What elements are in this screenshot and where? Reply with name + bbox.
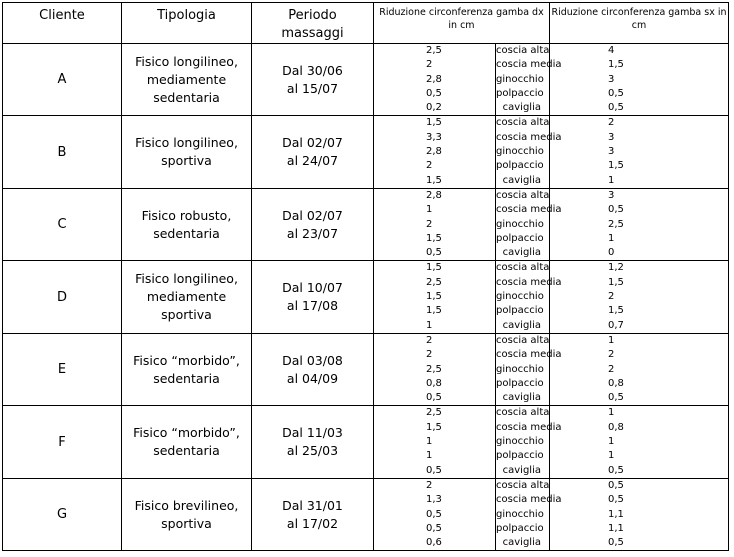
tipologia-cell: Fisico longilineo, sportiva <box>122 116 252 188</box>
dx-value: 1,3 <box>426 494 442 506</box>
dx-value: 1,5 <box>426 262 442 274</box>
dx-value: 1 <box>426 436 433 448</box>
sx-value: 0 <box>608 247 615 259</box>
sx-value: 1,5 <box>608 305 624 317</box>
body-part-label: caviglia <box>502 464 541 476</box>
header-riduzione-dx: Riduzione circonferenza gamba dx in cm <box>374 3 550 44</box>
body-part-label: coscia media <box>496 204 562 216</box>
dx-value: 0,5 <box>426 392 442 404</box>
cliente-cell: G <box>3 478 122 550</box>
sx-value: 3 <box>608 146 615 158</box>
sx-value: 0,8 <box>608 377 624 389</box>
body-part-label: coscia alta <box>496 45 550 56</box>
body-part-label: coscia alta <box>496 117 550 129</box>
body-part-cell <box>496 188 562 260</box>
dx-value: 2,5 <box>426 45 442 56</box>
body-part-cell <box>496 44 562 116</box>
dx-value: 1,5 <box>426 305 442 317</box>
dx-values-cell <box>374 188 496 260</box>
body-part-label: ginocchio <box>496 146 544 158</box>
dx-values-cell <box>374 44 496 116</box>
dx-value: 1,5 <box>426 421 442 433</box>
sx-value: 1 <box>608 334 615 346</box>
tipologia-cell: Fisico longilineo, mediamente sportiva <box>122 261 252 333</box>
sx-value: 1 <box>608 436 615 448</box>
sx-value: 1,2 <box>608 262 624 274</box>
periodo-cell: Dal 03/08 al 04/09 <box>252 333 374 405</box>
client-row <box>3 261 729 333</box>
cliente-cell: E <box>3 333 122 405</box>
dx-value: 2 <box>426 59 433 71</box>
dx-value: 1 <box>426 204 433 216</box>
dx-values-cell <box>374 116 496 188</box>
dx-value: 0,5 <box>426 464 442 476</box>
periodo-cell: Dal 02/07 al 23/07 <box>252 188 374 260</box>
dx-values-cell <box>374 261 496 333</box>
body-part-label: coscia alta <box>496 334 550 346</box>
periodo-cell: Dal 10/07 al 17/08 <box>252 261 374 333</box>
dx-value: 1 <box>426 319 433 331</box>
sx-value: 0,5 <box>608 494 624 506</box>
dx-value: 2,5 <box>426 407 442 419</box>
body-part-label: polpaccio <box>496 522 544 534</box>
body-part-label: polpaccio <box>496 232 544 244</box>
body-part-label: coscia media <box>496 421 562 433</box>
body-part-label: polpaccio <box>496 87 544 99</box>
dx-value: 2 <box>426 349 433 361</box>
sx-value: 0,8 <box>608 421 624 433</box>
sx-value: 0,7 <box>608 319 624 331</box>
sx-value: 1,5 <box>608 59 624 71</box>
body-part-label: caviglia <box>502 247 541 259</box>
dx-value: 2,8 <box>426 146 442 158</box>
dx-values-cell <box>374 406 496 478</box>
periodo-cell: Dal 30/06 al 15/07 <box>252 44 374 116</box>
client-row <box>3 478 729 550</box>
sx-value: 1,1 <box>608 508 624 520</box>
body-part-label: ginocchio <box>496 218 544 230</box>
cliente-cell: C <box>3 188 122 260</box>
body-part-label: coscia alta <box>496 407 550 419</box>
sx-values-cell <box>550 116 729 188</box>
dx-value: 2,5 <box>426 363 442 375</box>
sx-value: 1,5 <box>608 160 624 172</box>
sx-value: 0,5 <box>608 479 624 491</box>
body-part-label: caviglia <box>502 537 541 549</box>
sx-value: 1 <box>608 232 615 244</box>
sx-value: 3 <box>608 73 615 85</box>
dx-value: 2,8 <box>426 189 442 201</box>
body-part-label: coscia alta <box>496 189 550 201</box>
body-part-label: ginocchio <box>496 363 544 375</box>
tipologia-cell: Fisico brevilineo, sportiva <box>122 478 252 550</box>
cliente-cell: B <box>3 116 122 188</box>
dx-values-cell <box>374 478 496 550</box>
dx-value: 1,5 <box>426 174 442 186</box>
body-part-label: polpaccio <box>496 377 544 389</box>
dx-values-cell <box>374 333 496 405</box>
body-part-label: coscia media <box>496 494 562 506</box>
massage-results-table <box>2 2 729 551</box>
dx-value: 0,5 <box>426 522 442 534</box>
sx-values-cell <box>550 406 729 478</box>
tipologia-cell: Fisico longilineo, mediamente sedentaria <box>122 44 252 116</box>
body-part-label: ginocchio <box>496 436 544 448</box>
body-part-label: coscia media <box>496 131 562 143</box>
body-part-cell <box>496 478 562 550</box>
periodo-cell: Dal 31/01 al 17/02 <box>252 478 374 550</box>
tipologia-cell: Fisico robusto, sedentaria <box>122 188 252 260</box>
dx-value: 0,5 <box>426 87 442 99</box>
body-part-label: coscia alta <box>496 479 550 491</box>
body-part-label: coscia alta <box>496 262 550 274</box>
dx-value: 1,5 <box>426 232 442 244</box>
sx-values-cell <box>550 478 729 550</box>
dx-value: 1,5 <box>426 291 442 303</box>
sx-value: 0,5 <box>608 464 624 476</box>
client-row <box>3 116 729 188</box>
header-riduzione-sx: Riduzione circonferenza gamba sx in cm <box>550 3 729 44</box>
header-cliente: Cliente <box>3 3 122 44</box>
sx-value: 1,5 <box>608 276 624 288</box>
tipologia-cell: Fisico “morbido”, sedentaria <box>122 333 252 405</box>
sx-value: 1 <box>608 174 615 186</box>
body-part-label: coscia media <box>496 276 562 288</box>
sx-value: 0,5 <box>608 87 624 99</box>
sx-values-cell <box>550 261 729 333</box>
body-part-label: coscia media <box>496 59 562 71</box>
header-periodo: Periodo massaggi <box>252 3 374 44</box>
dx-value: 2 <box>426 479 433 491</box>
cliente-cell: D <box>3 261 122 333</box>
client-row <box>3 406 729 478</box>
sx-value: 0,5 <box>608 537 624 549</box>
sx-value: 1,1 <box>608 522 624 534</box>
sx-value: 2 <box>608 117 615 129</box>
sx-value: 2,5 <box>608 218 624 230</box>
body-part-cell <box>496 333 562 405</box>
body-part-cell <box>496 261 562 333</box>
client-row <box>3 333 729 405</box>
body-part-cell <box>496 406 562 478</box>
client-row <box>3 188 729 260</box>
periodo-cell: Dal 11/03 al 25/03 <box>252 406 374 478</box>
sx-values-cell <box>550 44 729 116</box>
body-part-label: polpaccio <box>496 450 544 462</box>
dx-value: 2,8 <box>426 73 442 85</box>
body-part-label: caviglia <box>502 102 541 114</box>
dx-value: 2 <box>426 334 433 346</box>
body-part-label: polpaccio <box>496 305 544 317</box>
sx-value: 3 <box>608 131 615 143</box>
header-row <box>3 3 729 44</box>
body-part-label: caviglia <box>502 319 541 331</box>
body-part-label: ginocchio <box>496 73 544 85</box>
cliente-cell: A <box>3 44 122 116</box>
body-part-label: polpaccio <box>496 160 544 172</box>
body-part-cell <box>496 116 562 188</box>
body-part-label: caviglia <box>502 392 541 404</box>
body-part-label: ginocchio <box>496 291 544 303</box>
dx-value: 1 <box>426 450 433 462</box>
cliente-cell: F <box>3 406 122 478</box>
dx-value: 3,3 <box>426 131 442 143</box>
dx-value: 0,5 <box>426 508 442 520</box>
body-part-label: ginocchio <box>496 508 544 520</box>
tipologia-cell: Fisico “morbido”, sedentaria <box>122 406 252 478</box>
dx-value: 0,6 <box>426 537 442 549</box>
sx-value: 4 <box>608 45 615 56</box>
sx-value: 0,5 <box>608 392 624 404</box>
sx-value: 2 <box>608 363 615 375</box>
dx-value: 0,2 <box>426 102 442 114</box>
sx-values-cell <box>550 188 729 260</box>
dx-value: 2,5 <box>426 276 442 288</box>
body-part-label: coscia media <box>496 349 562 361</box>
sx-value: 3 <box>608 189 615 201</box>
sx-value: 1 <box>608 450 615 462</box>
sx-value: 0,5 <box>608 204 624 216</box>
table-body <box>3 44 729 551</box>
body-part-label: caviglia <box>502 174 541 186</box>
client-row <box>3 44 729 116</box>
sx-value: 0,5 <box>608 102 624 114</box>
sx-values-cell <box>550 333 729 405</box>
header-tipologia: Tipologia <box>122 3 252 44</box>
dx-value: 0,8 <box>426 377 442 389</box>
dx-value: 2 <box>426 160 433 172</box>
periodo-cell: Dal 02/07 al 24/07 <box>252 116 374 188</box>
dx-value: 2 <box>426 218 433 230</box>
sx-value: 2 <box>608 349 615 361</box>
dx-value: 1,5 <box>426 117 442 129</box>
sx-value: 1 <box>608 407 615 419</box>
sx-value: 2 <box>608 291 615 303</box>
dx-value: 0,5 <box>426 247 442 259</box>
